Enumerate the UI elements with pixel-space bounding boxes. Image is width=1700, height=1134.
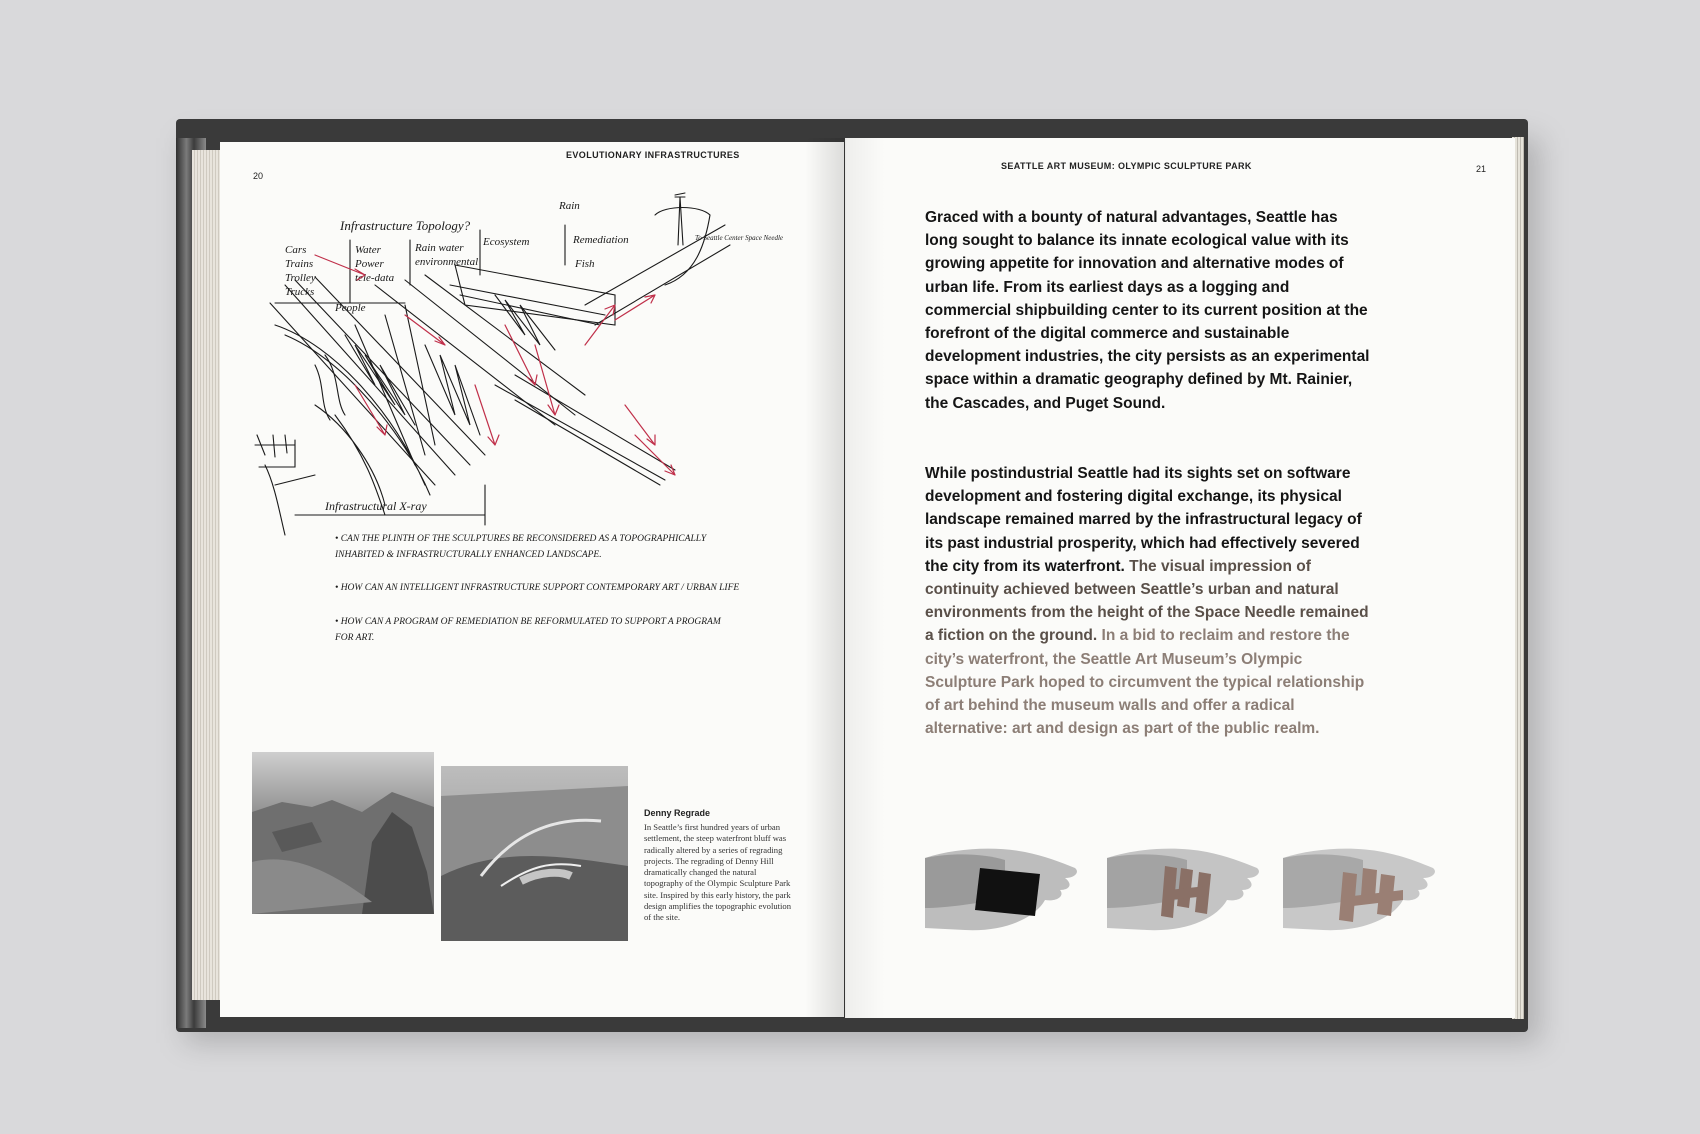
sketch-label-trains: Trains [285, 258, 314, 270]
sketch-label-xray: Infrastructural X-ray [325, 499, 427, 513]
sketch-label-power: Power [355, 258, 384, 270]
body-paragraph-1: Graced with a bounty of natural advantages, Seattle has long sought to balance its innate ecological value with its growing appetite for innovation and alternative modes of urban life. From its earliest days as a logging and commercial shipbuilding center to its current position at the forefront of the digital commerce and sustainable development industries, the city persists as an experimental space within a dramatic geography defined by Mt. Rainier, the Cascades, and Puget Sound. [925, 209, 1370, 412]
hand-photo-2 [1107, 838, 1262, 938]
sketch-label-cars: Cars [285, 244, 307, 256]
left-page-number: 20 [253, 171, 264, 181]
sketch-label-teledata: tele-data [355, 272, 395, 284]
hand-photo-1 [925, 838, 1080, 938]
sketch-label-remediation: Remediation [573, 234, 629, 246]
sketch-bullet-2: • HOW CAN AN INTELLIGENT INFRASTRUCTURE SUPPORT CONTEMPORARY ART / URBAN LIFE [335, 583, 740, 593]
body-paragraph-2-part-3: In a bid to reclaim and restore the city’s waterfront, the Seattle Art Museum’s Olympic Sculpture Park hoped to circumvent the typical relationship of art behind the museum walls and offer a radical alternative: art and design as part of the public realm. [925, 627, 1365, 738]
sketch-title: Infrastructure Topology? [340, 218, 471, 233]
sketch-label-ecosystem: Ecosystem [483, 236, 530, 248]
right-page-number: 21 [1476, 164, 1487, 174]
hand-photo-3 [1283, 838, 1438, 938]
body-paragraph-2 [925, 462, 1370, 740]
sketch-label-rain-water: Rain water [415, 242, 464, 254]
sketch-label-rain: Rain [559, 200, 580, 212]
page-stack-left [192, 150, 222, 1000]
caption-text: In Seattle’s first hundred years of urban settlement, the steep waterfront bluff was radically altered by a series of regrading projects. The regrading of Denny Hill dramatically changed the natural topography of the Olympic Sculpture Park site. Inspired by this early history, the park design amplifies the topographic evolution of the site. [644, 822, 792, 923]
sketch-label-environmental: environmental [415, 256, 479, 268]
right-running-head: SEATTLE ART MUSEUM: OLYMPIC SCULPTURE PARK [1001, 161, 1252, 171]
sketch-label-fish: Fish [575, 258, 595, 270]
left-running-head: EVOLUTIONARY INFRASTRUCTURES [566, 150, 740, 160]
sketch-label-space-needle: To Seattle Center Space Needle [695, 234, 783, 242]
body-paragraph-2-part-2: The visual impression of continuity achieved between Seattle’s urban and natural environments from the height of the Space Needle remained a fiction on the ground. [925, 557, 1369, 645]
sketch-label-trolley: Trolley [285, 272, 316, 284]
sketch-bullet-1: • CAN THE PLINTH OF THE SCULPTURES BE RECONSIDERED AS A TOPOGRAPHICALLY INHABITED & INFRASTRUCTURALLY ENHANCED LANDSCAPE. [335, 534, 707, 560]
caption-title: Denny Regrade [644, 808, 711, 818]
sketch-label-people: People [335, 302, 366, 314]
sketch-label-water: Water [355, 244, 381, 256]
sketch-bullet-3: • HOW CAN A PROGRAM OF REMEDIATION BE REFORMULATED TO SUPPORT A PROGRAM FOR ART. [335, 617, 721, 643]
body-paragraph-2-part-1: While postindustrial Seattle had its sights set on software development and fostering digital exchange, its physical landscape remained marred by the infrastructural legacy of its past industrial prosperity, which had effectively severed the city from its waterfront. [925, 465, 1362, 575]
denny-regrade-photo-1 [252, 752, 434, 914]
sketch-label-trucks: Trucks [285, 286, 315, 298]
denny-regrade-photo-2 [441, 766, 628, 941]
